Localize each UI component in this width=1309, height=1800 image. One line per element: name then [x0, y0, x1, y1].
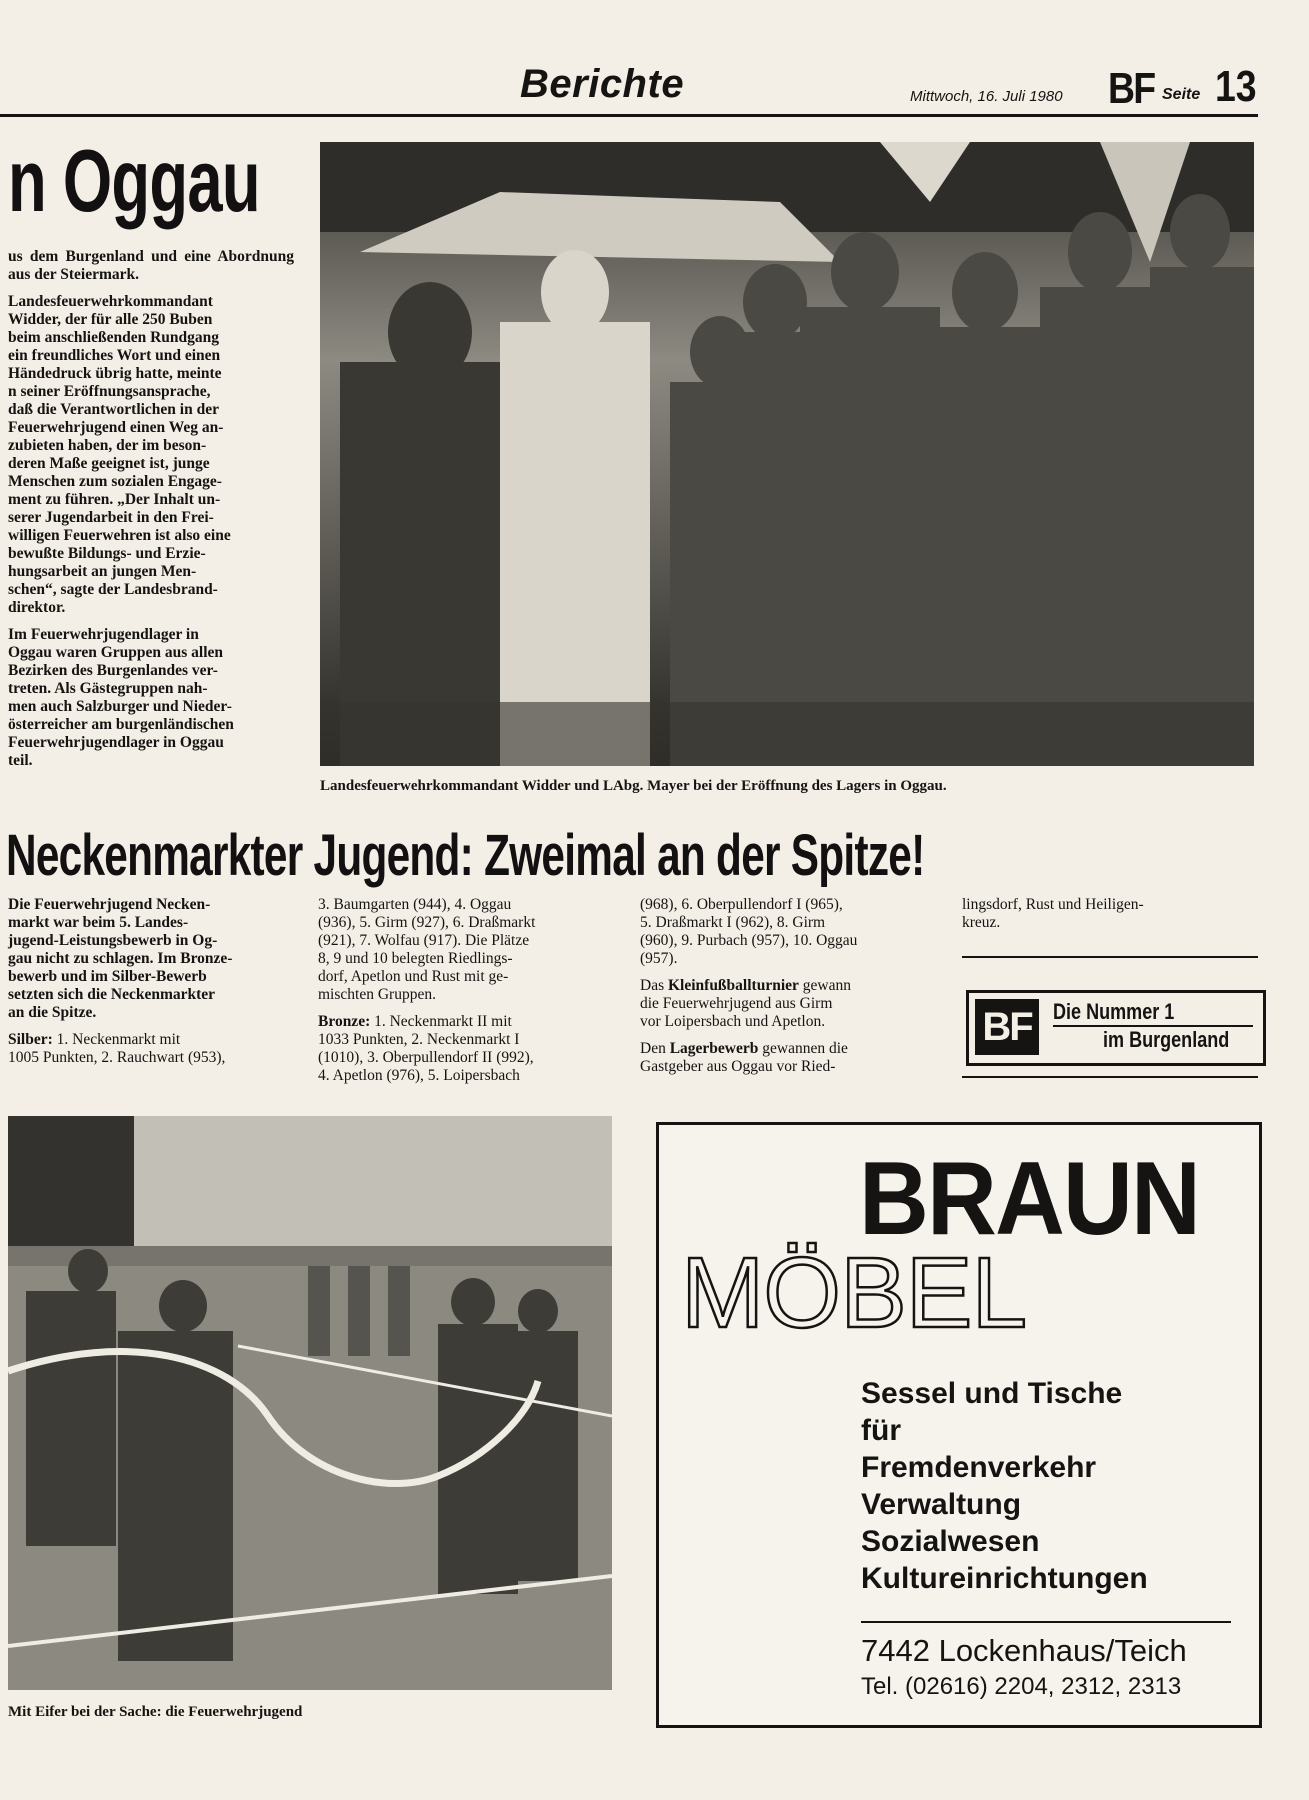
- top-article-para1: us dem Burgenland und eine Abordnung aus der Steiermark.: [8, 248, 294, 283]
- lager-pre: Den: [640, 1040, 670, 1057]
- text-line: gau nicht zu schlagen. Im Bronze-: [8, 950, 233, 967]
- text-line: dorf, Apetlon und Rust mit ge-: [318, 968, 509, 985]
- text-line: 1005 Punkten, 2. Rauchwart (953),: [8, 1049, 226, 1066]
- text-line: [318, 1013, 616, 1031]
- bf-promo-box: [966, 990, 1266, 1066]
- text-line: (921), 7. Wolfau (917). Die Plätze: [318, 932, 530, 949]
- text-line: Widder, der für alle 250 Buben: [8, 311, 213, 328]
- text-line: Feuerwehrjugendlager in Oggau: [8, 734, 224, 751]
- ad-brand-moebel: MÖBEL: [681, 1237, 1027, 1349]
- text-line: 8, 9 und 10 belegten Riedlings-: [318, 950, 513, 967]
- bronze-text: 1. Neckenmarkt II mit: [370, 1013, 512, 1030]
- masthead-logo: BF: [1108, 64, 1155, 113]
- top-article-para3: [8, 626, 294, 770]
- text-line: vor Loipersbach und Apetlon.: [640, 1013, 826, 1030]
- text-line: die Feuerwehrjugend aus Girm: [640, 995, 833, 1012]
- klein-post: gewann: [798, 977, 851, 994]
- text-line: bewerb und im Silber-Bewerb: [8, 968, 207, 985]
- ad-product-lines: [861, 1375, 1148, 1597]
- text-line: setzten sich die Neckenmarkter: [8, 986, 216, 1003]
- text-line: (960), 9. Purbach (957), 10. Oggau: [640, 932, 858, 949]
- text-line: Gastgeber aus Oggau vor Ried-: [640, 1058, 836, 1075]
- text-line: hungsarbeit an jungen Men-: [8, 563, 197, 580]
- header-rule: [0, 114, 1258, 117]
- text-line: teil.: [8, 752, 33, 769]
- page-label: Seite: [1162, 86, 1201, 103]
- text-line: treten. Als Gästegruppen nah-: [8, 680, 208, 697]
- bottom-photo-caption: Mit Eifer bei der Sache: die Feuerwehrjugend: [8, 1704, 303, 1720]
- col4-rule-top: [962, 956, 1258, 958]
- page-number: 13: [1215, 62, 1257, 111]
- text-line: [8, 1031, 292, 1049]
- opening-ceremony-photo: [320, 142, 1254, 766]
- text-line: n seiner Eröffnungsansprache,: [8, 383, 211, 400]
- ad-line: Sozialwesen: [861, 1525, 1040, 1558]
- ad-line: Sessel und Tische: [861, 1377, 1123, 1410]
- klein-bold: Kleinfußballturnier: [667, 977, 799, 994]
- text-line: 4. Apetlon (976), 5. Loipersbach: [318, 1067, 520, 1084]
- ad-line: Kultureinrichtungen: [861, 1562, 1148, 1595]
- bf-logo: BF: [975, 999, 1039, 1055]
- klein-pre: Das: [640, 977, 668, 994]
- text-line: zubieten haben, der im beson-: [8, 437, 207, 454]
- text-line: beim anschließenden Rundgang: [8, 329, 220, 346]
- text-line: 1033 Punkten, 2. Neckenmarkt I: [318, 1031, 520, 1048]
- section-title: Berichte: [520, 62, 685, 106]
- lager-bold: Lagerbewerb: [669, 1040, 759, 1057]
- text-line: Menschen zum sozialen Engage-: [8, 473, 222, 490]
- text-line: men auch Salzburger und Nieder-: [8, 698, 232, 715]
- fire-youth-competition-photo: [8, 1116, 612, 1690]
- text-line: Feuerwehrjugend einen Weg an-: [8, 419, 224, 436]
- text-line: 3. Baumgarten (944), 4. Oggau: [318, 896, 512, 913]
- ad-divider: [861, 1621, 1231, 1623]
- text-line: lingsdorf, Rust und Heiligen-: [962, 896, 1144, 913]
- silber-label: Silber:: [8, 1031, 53, 1048]
- top-article-para2: [8, 293, 294, 617]
- text-line: an die Spitze.: [8, 1004, 97, 1021]
- text-line: (936), 5. Girm (927), 6. Draßmarkt: [318, 914, 536, 931]
- main-article-headline: Neckenmarkter Jugend: Zweimal an der Spitze!: [6, 823, 925, 888]
- text-line: 5. Draßmarkt I (962), 8. Girm: [640, 914, 826, 931]
- text-line: deren Maße geeignet ist, junge: [8, 455, 210, 472]
- text-line: Die Feuerwehrjugend Necken-: [8, 896, 211, 913]
- text-line: kreuz.: [962, 914, 1001, 931]
- text-line: Landesfeuerwehrkommandant: [8, 293, 213, 310]
- text-line: bewußte Bildungs- und Erzie-: [8, 545, 206, 562]
- text-line: ein freundliches Wort und einen: [8, 347, 221, 364]
- text-line: [640, 1040, 936, 1058]
- text-line: Händedruck übrig hatte, meinte: [8, 365, 222, 382]
- lager-post: gewannen die: [758, 1040, 848, 1057]
- text-line: mischten Gruppen.: [318, 986, 436, 1003]
- text-line: (968), 6. Oberpullendorf I (965),: [640, 896, 843, 913]
- bf-slogan-line2: im Burgenland: [1103, 1027, 1230, 1052]
- text-line: (1010), 3. Oberpullendorf II (992),: [318, 1049, 534, 1066]
- ad-line: Verwaltung: [861, 1488, 1022, 1521]
- ad-line: Fremdenverkehr: [861, 1451, 1097, 1484]
- text-line: österreicher am burgenländischen: [8, 716, 234, 733]
- main-article-col3: [640, 896, 936, 1076]
- top-photo-caption: Landesfeuerwehrkommandant Widder und LAbg. Mayer bei der Eröffnung des Lagers in Oggau.: [320, 778, 947, 794]
- text-line: schen“, sagte der Landesbrand-: [8, 581, 218, 598]
- braun-moebel-advertisement: [656, 1122, 1262, 1728]
- col4-rule-bottom: [962, 1076, 1258, 1078]
- main-article-col4: [962, 896, 1258, 932]
- bronze-label: Bronze:: [318, 1013, 371, 1030]
- ad-address: 7442 Lockenhaus/Teich: [861, 1633, 1187, 1668]
- text-line: ment zu führen. „Der Inhalt un-: [8, 491, 221, 508]
- ad-brand-braun: BRAUN: [859, 1141, 1199, 1257]
- top-article-headline: n Oggau: [8, 131, 260, 230]
- text-line: daß die Verantwortlichen in der: [8, 401, 219, 418]
- text-line: serer Jugendarbeit in den Frei-: [8, 509, 214, 526]
- silber-text: 1. Neckenmarkt mit: [52, 1031, 181, 1048]
- text-line: markt war beim 5. Landes-: [8, 914, 189, 931]
- ad-phone: Tel. (02616) 2204, 2312, 2313: [861, 1673, 1182, 1700]
- text-line: direktor.: [8, 599, 66, 616]
- issue-date: Mittwoch, 16. Juli 1980: [910, 88, 1063, 105]
- text-line: [640, 977, 936, 995]
- text-line: Bezirken des Burgenlandes ver-: [8, 662, 218, 679]
- ad-line: für: [861, 1414, 901, 1447]
- main-article-col1: [8, 896, 292, 1067]
- text-line: Im Feuerwehrjugendlager in: [8, 626, 199, 643]
- main-article-col2: [318, 896, 616, 1085]
- bf-slogan-line1: Die Nummer 1: [1053, 999, 1175, 1024]
- text-line: willigen Feuerwehren ist also eine: [8, 527, 231, 544]
- text-line: (957).: [640, 950, 678, 967]
- text-line: Oggau waren Gruppen aus allen: [8, 644, 224, 661]
- text-line: jugend-Leistungsbewerb in Og-: [8, 932, 218, 949]
- top-article-text: [8, 248, 294, 770]
